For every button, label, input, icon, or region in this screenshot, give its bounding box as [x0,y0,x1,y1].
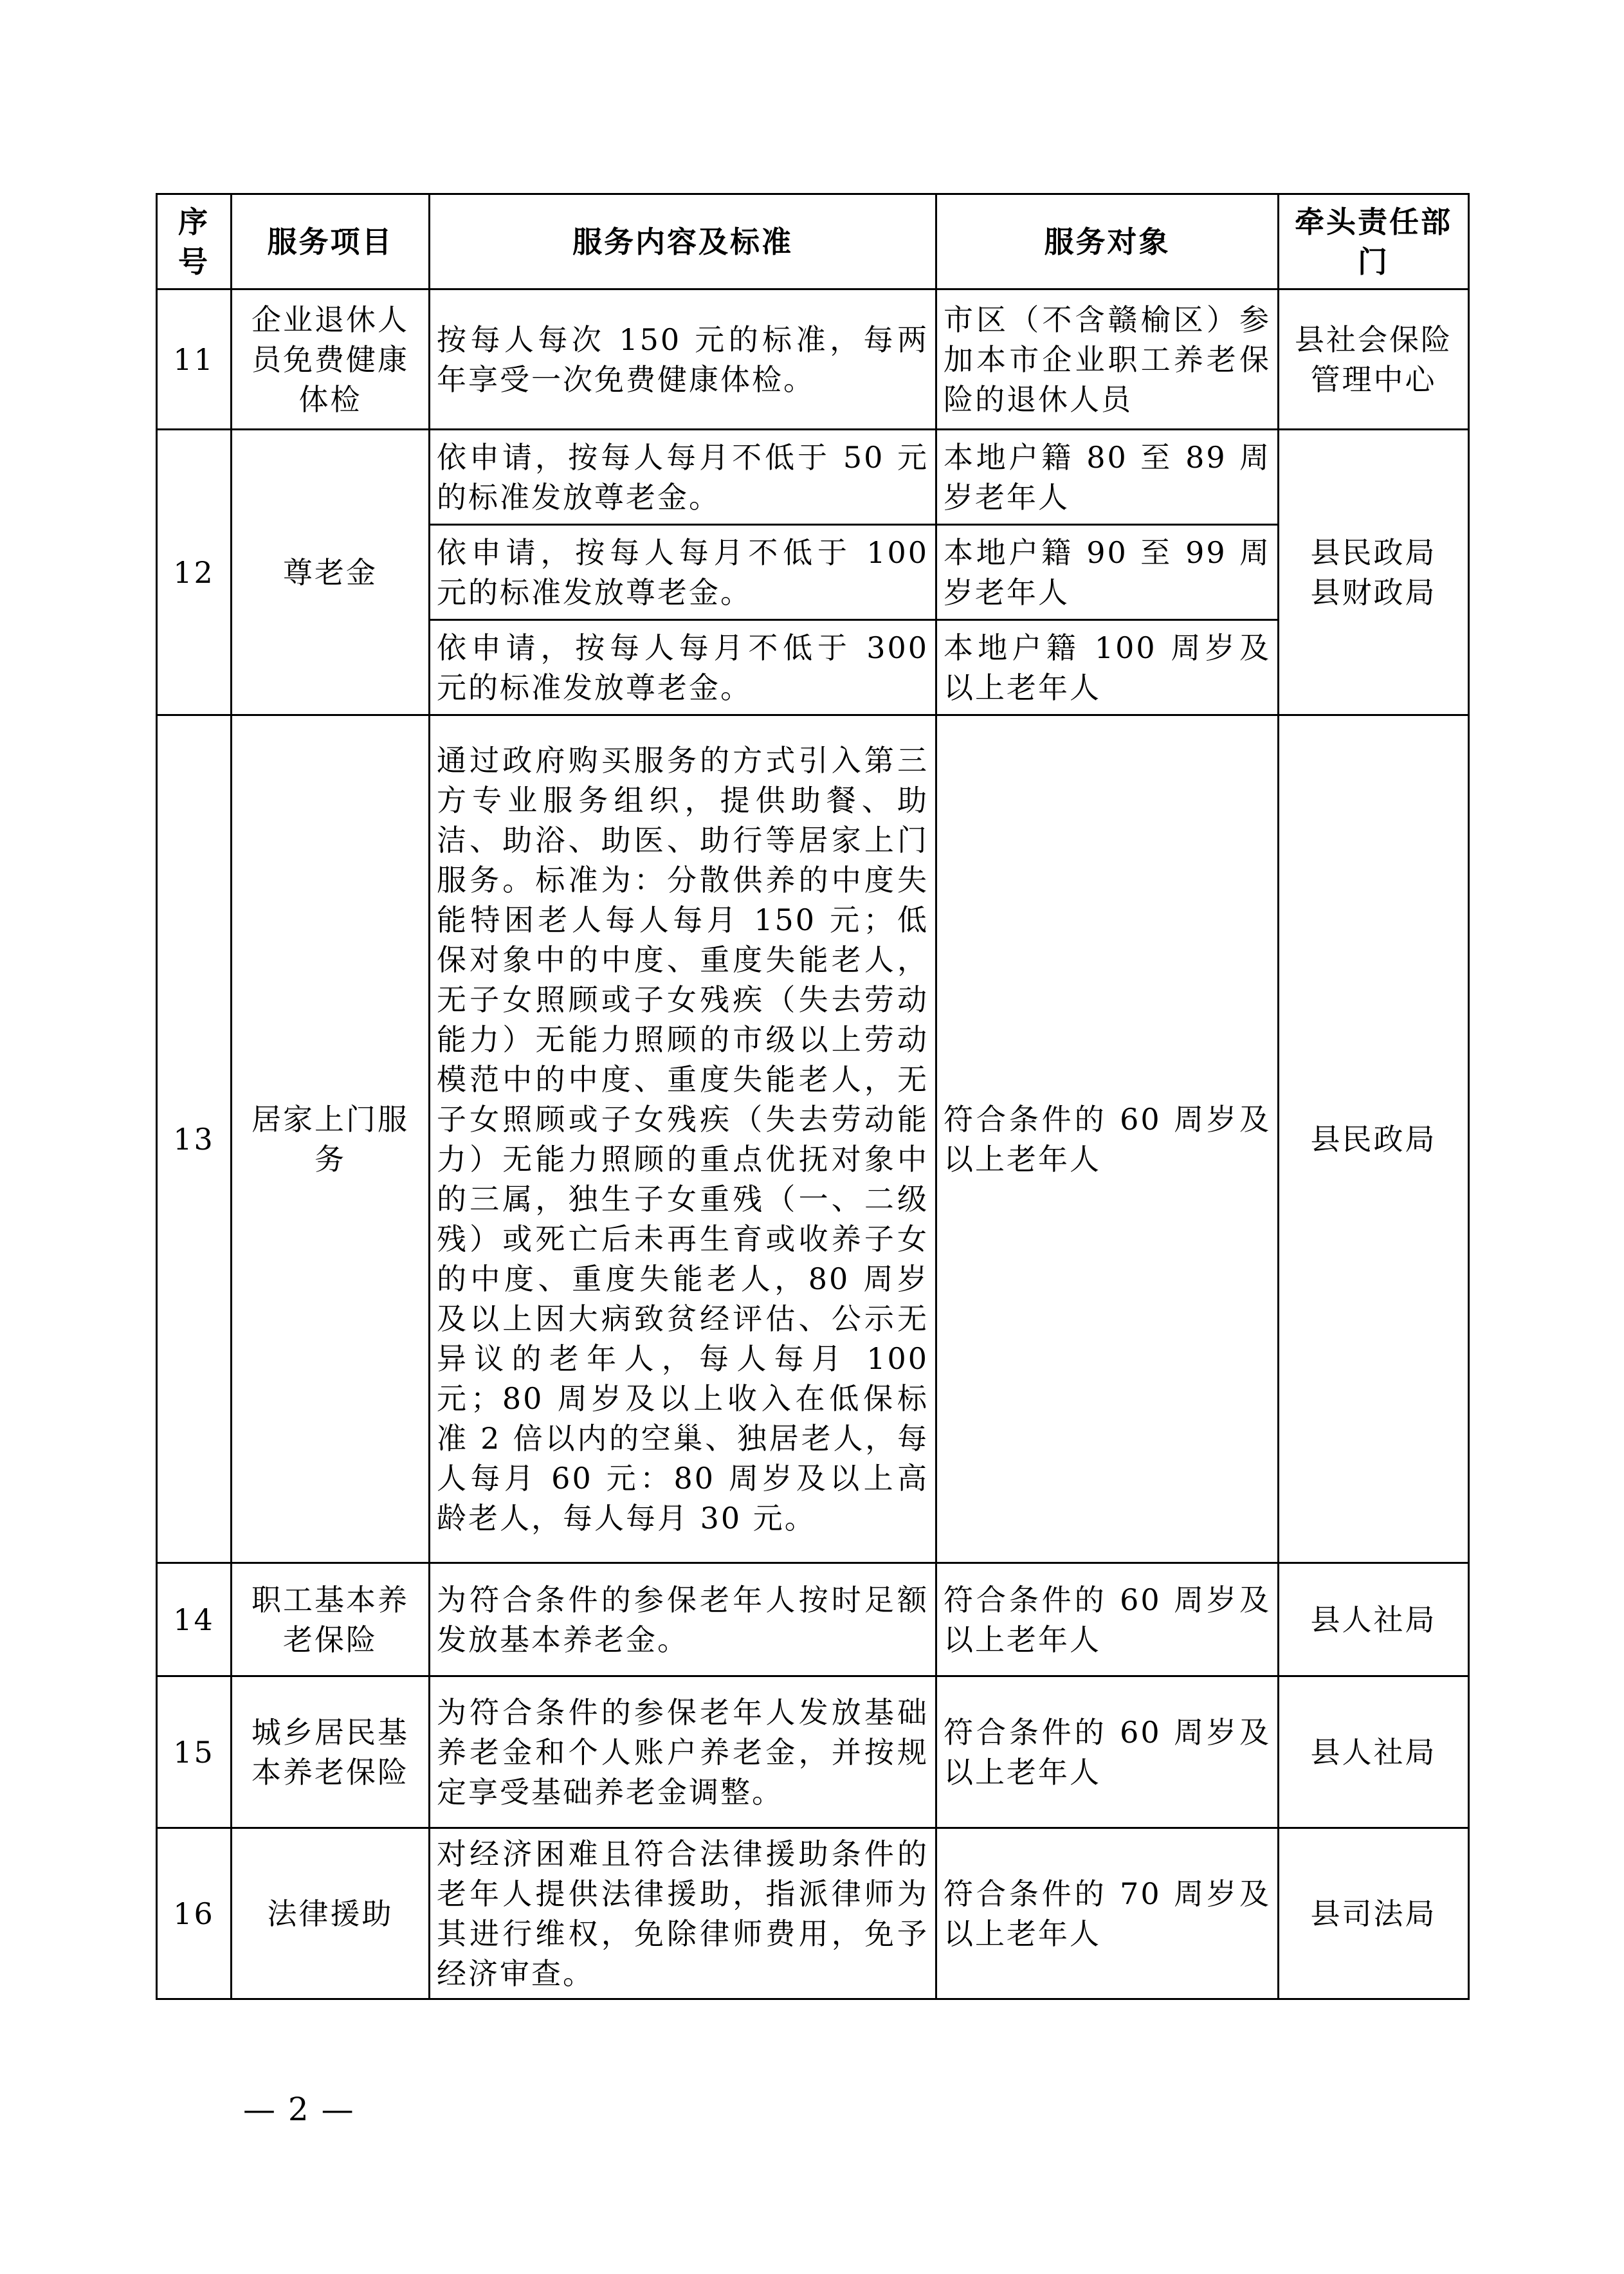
header-content: 服务内容及标准 [430,194,936,289]
row-target: 符合条件的 60 周岁及以上老年人 [936,1676,1279,1828]
row-target: 本地户籍 90 至 99 周岁老年人 [936,525,1279,620]
row-content: 通过政府购买服务的方式引入第三方专业服务组织，提供助餐、助洁、助浴、助医、助行等居家上门服务。标准为：分散供养的中度失能特困老人每人每月 150 元；低保对象中的中度、重度失能老人，无子女照顾或子女残疾（失去劳动能力）无能力照顾的市级以上劳动模范中的中度、重度失能老人，无子女照顾或子女残疾（失去劳动能力）无能力照顾的重点优抚对象中的三属，独生子女重残（一、二级残）或死亡后未再生育或收养子女的中度、重度失能老人，80 周岁及以上因大病致贫经评估、公示无异议的老年人，每人每月 100 元；80 周岁及以上收入在低保标准 2 倍以内的空巢、独居老人，每人每月 60 元：80 周岁及以上高龄老人，每人每月 30 元。 [430,715,936,1563]
table-row [157,1563,1469,1676]
table-row [157,1676,1469,1828]
row-item: 职工基本养老保险 [232,1563,430,1676]
row-seq: 13 [157,715,232,1563]
row-dept: 县社会保险管理中心 [1279,289,1469,430]
row-item: 尊老金 [232,430,430,715]
table-row [157,289,1469,430]
header-seq: 序号 [157,194,232,289]
row-seq: 15 [157,1676,232,1828]
table-row [157,1828,1469,1999]
table-row [157,715,1469,1563]
row-content: 为符合条件的参保老年人按时足额发放基本养老金。 [430,1563,936,1676]
row-seq: 11 [157,289,232,430]
table-header-row [157,194,1469,289]
row-seq: 12 [157,430,232,715]
row-item: 城乡居民基本养老保险 [232,1676,430,1828]
row-content: 对经济困难且符合法律援助条件的老年人提供法律援助，指派律师为其进行维权，免除律师费用，免予经济审查。 [430,1828,936,1999]
row-content: 依申请，按每人每月不低于 300 元的标准发放尊老金。 [430,620,936,715]
page-number: — 2 — [243,2091,355,2128]
row-item: 企业退休人员免费健康体检 [232,289,430,430]
row-content: 依申请，按每人每月不低于 50 元的标准发放尊老金。 [430,430,936,525]
row-seq: 14 [157,1563,232,1676]
row-dept: 县司法局 [1279,1828,1469,1999]
row-item: 法律援助 [232,1828,430,1999]
row-content: 依申请，按每人每月不低于 100 元的标准发放尊老金。 [430,525,936,620]
row-seq: 16 [157,1828,232,1999]
row-target: 市区（不含赣榆区）参加本市企业职工养老保险的退休人员 [936,289,1279,430]
row-target: 符合条件的 60 周岁及以上老年人 [936,715,1279,1563]
row-item: 居家上门服务 [232,715,430,1563]
table-row [157,430,1469,525]
row-dept: 县民政局 县财政局 [1279,430,1469,715]
services-table [156,193,1470,2000]
header-dept: 牵头责任部门 [1279,194,1469,289]
row-content: 为符合条件的参保老年人发放基础养老金和个人账户养老金，并按规定享受基础养老金调整。 [430,1676,936,1828]
row-dept: 县人社局 [1279,1563,1469,1676]
header-item: 服务项目 [232,194,430,289]
row-target: 本地户籍 100 周岁及以上老年人 [936,620,1279,715]
row-dept: 县民政局 [1279,715,1469,1563]
row-target: 本地户籍 80 至 89 周岁老年人 [936,430,1279,525]
header-target: 服务对象 [936,194,1279,289]
row-target: 符合条件的 60 周岁及以上老年人 [936,1563,1279,1676]
row-content: 按每人每次 150 元的标准，每两年享受一次免费健康体检。 [430,289,936,430]
row-dept: 县人社局 [1279,1676,1469,1828]
row-target: 符合条件的 70 周岁及以上老年人 [936,1828,1279,1999]
